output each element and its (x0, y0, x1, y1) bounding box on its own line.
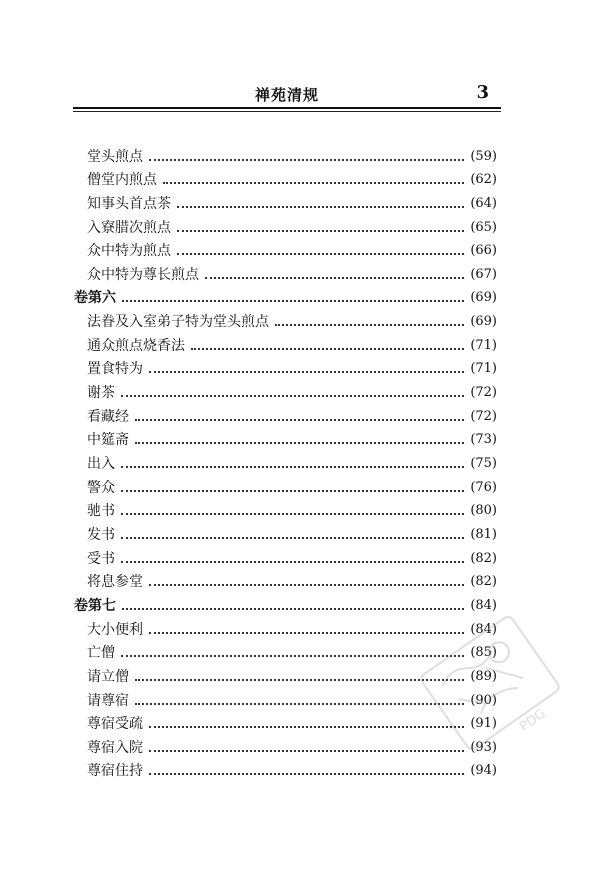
dot-leader (177, 202, 464, 208)
toc-entry-page: (91) (470, 716, 497, 732)
dot-leader (121, 462, 464, 468)
toc-entry-title: 置食特为 (87, 361, 143, 378)
toc-entry-page: (93) (470, 739, 497, 755)
toc-entry-title: 尊宿住持 (87, 763, 143, 780)
toc-entry-page: (81) (470, 526, 497, 542)
toc-entry-page: (65) (470, 219, 497, 235)
watermark-label: PDG (517, 706, 549, 735)
toc-entry (87, 544, 497, 568)
toc-entry-title: 谢茶 (87, 385, 115, 402)
dot-leader (121, 391, 464, 397)
toc-entry-title: 请尊宿 (87, 692, 129, 709)
toc-entry (87, 568, 497, 592)
toc-entry-page: (94) (470, 763, 497, 779)
toc-entry (87, 331, 497, 355)
toc-entry (87, 260, 497, 284)
seal-stamp-icon (395, 608, 585, 758)
toc-entry (87, 402, 497, 426)
dot-leader (149, 580, 464, 586)
toc-entry-page: (69) (470, 314, 497, 330)
toc-entry (87, 213, 497, 237)
toc-entry-page: (80) (470, 503, 497, 519)
toc-entry-page: (71) (470, 337, 497, 353)
toc-entry-page: (64) (470, 195, 497, 211)
toc-entry-title: 受书 (87, 550, 115, 567)
dot-leader (149, 769, 464, 775)
page-number: 3 (476, 82, 489, 103)
toc-entry-page: (76) (470, 479, 497, 495)
dot-leader (149, 367, 464, 373)
dot-leader (275, 320, 464, 326)
dot-leader (163, 178, 464, 184)
dot-leader (205, 273, 464, 279)
toc-entry-page: (72) (470, 408, 497, 424)
toc-entry-title: 请立僧 (87, 668, 129, 685)
toc-entry-title: 发书 (87, 526, 115, 543)
toc-entry-page: (66) (470, 243, 497, 259)
toc-entry-page: (75) (470, 456, 497, 472)
toc-entry-title: 卷第六 (74, 290, 116, 307)
toc-entry-title: 僧堂内煎点 (87, 172, 157, 189)
toc-entry-title: 堂头煎点 (87, 148, 143, 165)
toc-entry (87, 757, 497, 781)
toc-entry-page: (82) (470, 574, 497, 590)
book-title: 禅苑清规 (254, 86, 319, 104)
toc-entry-page: (72) (470, 385, 497, 401)
toc-entry-title: 知事头首点茶 (87, 195, 171, 212)
dot-leader (122, 296, 464, 302)
toc-entry (87, 142, 497, 166)
toc-entry-page: (82) (470, 550, 497, 566)
toc-entry-title: 中筵斋 (87, 432, 129, 449)
toc-entry-title: 将息参堂 (87, 574, 143, 591)
toc-entry-page: (67) (470, 266, 497, 282)
dot-leader (121, 557, 464, 563)
dot-leader (121, 509, 464, 515)
toc-entry (87, 355, 497, 379)
dot-leader (149, 155, 464, 161)
toc-entry-page: (89) (470, 668, 497, 684)
toc-entry-title: 亡僧 (87, 645, 115, 662)
toc-entry-page: (71) (470, 361, 497, 377)
toc-entry-title: 看藏经 (87, 408, 129, 425)
toc-entry-title: 大小便利 (87, 621, 143, 638)
toc-entry (87, 237, 497, 261)
toc-entry-title: 法眷及入室弟子特为堂头煎点 (87, 314, 269, 331)
toc-entry-page: (85) (470, 645, 497, 661)
toc-entry (87, 449, 497, 473)
toc-entry (87, 473, 497, 497)
dot-leader (121, 533, 464, 539)
toc-entry-title: 众中特为煎点 (87, 243, 171, 260)
toc-entry-title: 尊宿受疏 (87, 716, 143, 733)
dot-leader (135, 415, 464, 421)
toc-entry-title: 尊宿入院 (87, 739, 143, 756)
toc-entry-page: (59) (470, 148, 497, 164)
toc-entry-page: (84) (470, 597, 497, 613)
toc-entry-page: (84) (470, 621, 497, 637)
toc-entry (87, 308, 497, 332)
toc-entry-title: 入寮腊次煎点 (87, 219, 171, 236)
toc-entry (87, 166, 497, 190)
toc-entry-page: (69) (470, 290, 497, 306)
watermark (395, 608, 585, 758)
toc-volume-heading (74, 284, 497, 308)
toc-entry (87, 189, 497, 213)
dot-leader (177, 249, 464, 255)
toc-entry (87, 426, 497, 450)
dot-leader (191, 344, 464, 350)
toc-entry-title: 通众煎点烧香法 (87, 337, 185, 354)
toc-entry (87, 497, 497, 521)
toc-entry-page: (73) (470, 432, 497, 448)
toc-entry (87, 520, 497, 544)
dot-leader (135, 438, 464, 444)
toc-entry-title: 出入 (87, 456, 115, 473)
toc-entry-title: 卷第七 (74, 597, 116, 614)
toc-entry-page: (62) (470, 172, 497, 188)
toc-entry-title: 警众 (87, 479, 115, 496)
dot-leader (177, 226, 464, 232)
toc-entry (87, 379, 497, 403)
toc-entry-title: 驰书 (87, 503, 115, 520)
dot-leader (121, 486, 464, 492)
toc-entry-page: (90) (470, 692, 497, 708)
toc-entry-title: 众中特为尊长煎点 (87, 266, 199, 283)
